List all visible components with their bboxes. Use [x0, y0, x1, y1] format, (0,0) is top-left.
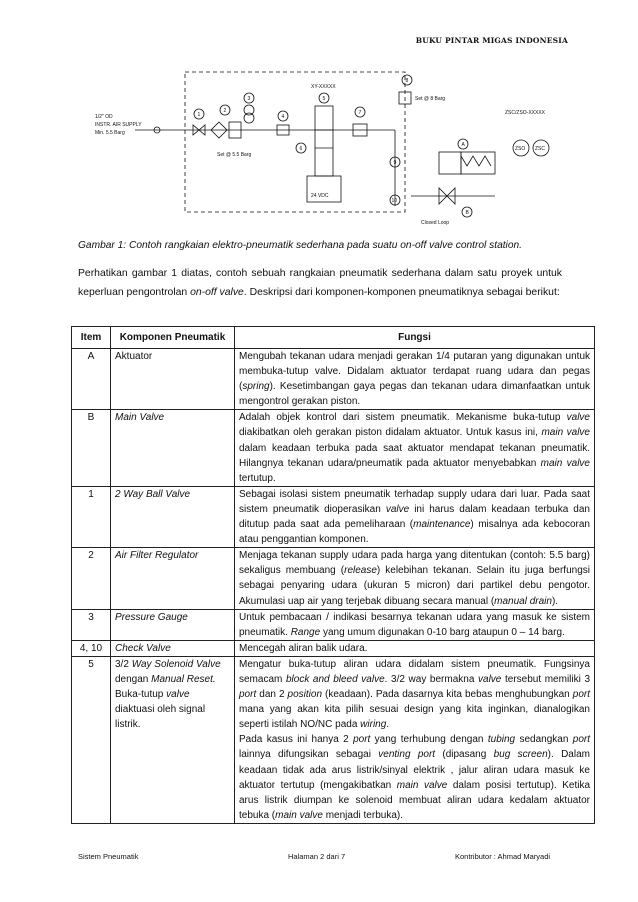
table-row [72, 548, 595, 609]
book-header: BUKU PINTAR MIGAS INDONESIA [415, 36, 568, 45]
col-item: Item [72, 327, 111, 349]
diagram-label: B [465, 210, 469, 216]
diagram-label: 10 [391, 198, 398, 204]
table-cell: 5 [72, 656, 111, 823]
table-cell: Mengatur buka-tutup aliran udara didalam sistem pneumatik. Fungsinya semacam block and bleed valve. 3/2 way bermakna valve tersebut memiliki 3 port dan 2 position (keadaan). Pada dasarnya kita bebas menghubungkan port mana yang akan kita pilih sesuai design yang kita inginkan, dianalogikan seperti istilah NO/NC pada wiring. Pada kasus ini hanya 2 port yang terhubung dengan tubing sedangkan port lainnya difungsikan sebagai venting port (dipasang bug screen). Dalam keadaan tidak ada arus listrik/sinyal elektrik , jalur aliran udara masuk ke aktuator tertutup (mengakibatkan main valve dalam posisi tertutup). Ketika arus listrik diumpan ke solenoid membuat aliran udara kedalam aktuator tebuka (main valve menjadi terbuka). [235, 656, 595, 823]
table-cell: Adalah objek kontrol dari sistem pneumatik. Mekanisme buka-tutup valve diakibatkan oleh gerakan piston didalam aktuator. Untuk kasus ini, main valve dalam keadaan terbuka pada saat aktuator mendapat tekanan pneumatik. Hilangnya tekanan udara/pneumatik pada aktuator menyebabkan main valve tertutup. [235, 410, 595, 486]
table-cell: Aktuator [111, 349, 235, 410]
figure-caption: Gambar 1: Contoh rangkaian elektro-pneumatik sederhana pada suatu on-off valve control station. [78, 240, 522, 251]
enclosure-box [185, 72, 405, 212]
supply-label-2: INSTR. AIR SUPPLY [95, 122, 142, 128]
table-cell: Pressure Gauge [111, 609, 235, 640]
table-cell: Air Filter Regulator [111, 548, 235, 609]
diagram-label: 3 [247, 96, 251, 102]
intro-paragraph: Perhatikan gambar 1 diatas, contoh sebuah rangkaian pneumatik sederhana dalam satu proyek untuk keperluan pengontrolan on-off valve. Deskripsi dari komponen-komponen pneumatiknya sebagai berikut: [78, 268, 562, 298]
pneumatic-diagram [95, 66, 555, 231]
table-row [72, 486, 595, 547]
supply-label-3: Min. 5.5 Barg [95, 130, 125, 136]
diagram-label: 1 [197, 112, 201, 118]
table-cell: Menjaga tekanan supply udara pada harga yang ditentukan (contoh: 5.5 barg) sekaligus membuang (release) kelebihan tekanan. Selain itu juga berfungsi sebagai penyaring udara (ukuran 5 micron) dari partikel debu pengotor. Akumulasi uap air yang terjebak dibuang secara manual (manual drain). [235, 548, 595, 609]
footer-right: Kontributor : Ahmad Maryadi [455, 852, 551, 861]
table-cell: 2 Way Ball Valve [111, 486, 235, 547]
footer-left: Sistem Pneumatik [78, 852, 139, 861]
table-row [72, 609, 595, 640]
footer-page: Halaman 2 dari 7 [288, 852, 346, 861]
supply-label-1: 1/2" OD [95, 114, 113, 120]
diagram-label: A [461, 142, 465, 148]
table-row [72, 640, 595, 656]
diagram-label: 8 [405, 78, 409, 84]
table-header-row [72, 327, 595, 349]
table-cell: 4, 10 [72, 640, 111, 656]
table-cell: Mencegah aliran balik udara. [235, 640, 595, 656]
zso-label: ZSO [515, 146, 526, 152]
diagram-label: 6 [299, 146, 303, 152]
zsc-label: ZSC [535, 146, 545, 152]
table-cell: Main Valve [111, 410, 235, 486]
diagram-label: 4 [281, 114, 285, 120]
col-function: Fungsi [235, 327, 595, 349]
diagram-label: 2 [223, 108, 227, 114]
solenoid-valve-icon [315, 106, 333, 176]
table-cell: Check Valve [111, 640, 235, 656]
table-cell: Sebagai isolasi sistem pneumatik terhadap supply udara dari luar. Pada saat sistem pneumatik dioperasikan valve ini harus dalam keadaan terbuka dan ditutup pada saat ada pemeliharaan (maintenance) misalnya ada kebocoran atau penggantian komponen. [235, 486, 595, 547]
diagram-label: 7 [358, 110, 362, 116]
loop-label: Closed Loop [421, 220, 450, 226]
solenoid-tag: XY-XXXXX [311, 84, 336, 90]
table-cell: 3 [72, 609, 111, 640]
power-label: 24 VDC [311, 193, 329, 199]
pressure-gauge-icon [244, 113, 254, 123]
table-cell: B [72, 410, 111, 486]
table-row [72, 410, 595, 486]
diagram-label: 9 [393, 160, 397, 166]
spring-icon [461, 156, 491, 166]
table-cell: Mengubah tekanan udara menjadi gerakan 1/4 putaran yang digunakan untuk membuka-tutup valve. Didalam aktuator terdapat ruang udara dan pegas (spring). Kesetimbangan gaya pegas dan tekanan udara dimanfaatkan untuk mengontrol gerakan piston. [235, 349, 595, 410]
actuator-body [439, 152, 461, 174]
regulator-set: Set @ 5.5 Barg [217, 152, 252, 158]
table-cell: 3/2 Way Solenoid Valve dengan Manual Reset. Buka-tutup valve diaktuasi oleh signal listrik. [111, 656, 235, 823]
callout-3b [244, 105, 254, 115]
relief-set: Set @ 8 Barg [415, 96, 446, 102]
switch-tag: ZSC/ZSO-XXXXX [505, 110, 546, 116]
col-component: Komponen Pneumatik [111, 327, 235, 349]
table-row [72, 656, 595, 823]
table-cell: 1 [72, 486, 111, 547]
table-cell: A [72, 349, 111, 410]
component-table [71, 326, 595, 824]
table-cell: 2 [72, 548, 111, 609]
diagram-label: 5 [322, 96, 326, 102]
table-row [72, 349, 595, 410]
table-cell: Untuk pembacaan / indikasi besarnya tekanan udara yang masuk ke sistem pneumatik. Range yang umum digunakan 0-10 barg ataupun 0 – 14 barg. [235, 609, 595, 640]
